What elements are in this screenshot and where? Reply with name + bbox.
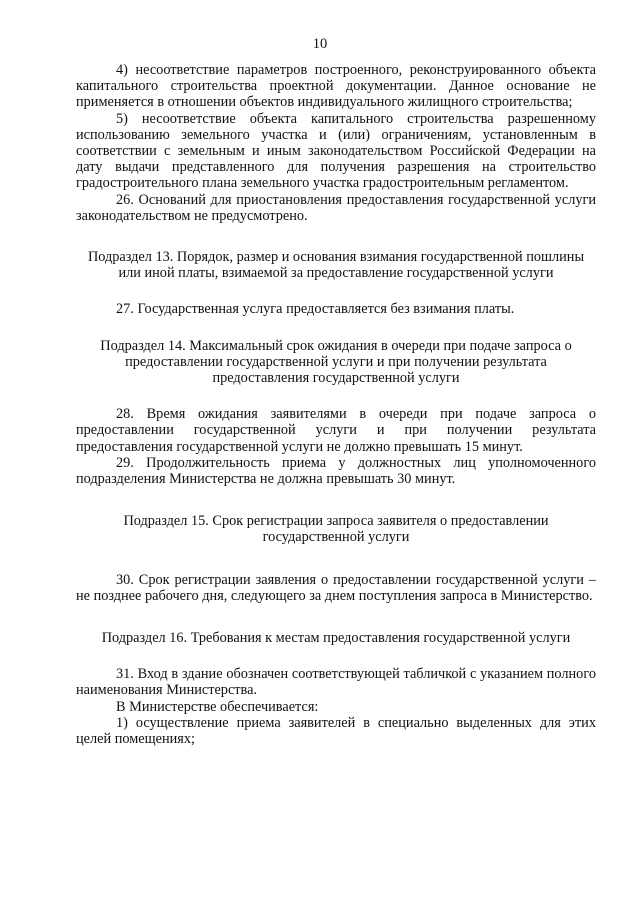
- document-body: [76, 62, 596, 747]
- paragraph-item-5: 5) несоответствие объекта капитального строительства разрешенному использованию земельного участка и (или) ограничениям, установленным в соответствии с земельным и иным законодательством Российской Федерации на дату выдачи представленного для получения разрешения на строительство градостроительного плана земельного участка градостроительным регламентом.: [76, 110, 596, 192]
- subsection-13-heading: Подраздел 13. Порядок, размер и основания взимания государственной пошлины или иной платы, взимаемой за предоставление государственной услуги: [87, 249, 585, 282]
- paragraph-30: 30. Срок регистрации заявления о предоставлении государственной услуги – не позднее рабочего дня, следующего за днем поступления запроса в Министерство.: [76, 571, 596, 604]
- subsection-15-heading: Подраздел 15. Срок регистрации запроса заявителя о предоставлении государственной услуги: [123, 513, 549, 546]
- paragraph-27: 27. Государственная услуга предоставляется без взимания платы.: [116, 301, 515, 318]
- paragraph-26: 26. Оснований для приостановления предоставления государственной услуги законодательством не предусмотрено.: [76, 191, 596, 224]
- paragraph-29: 29. Продолжительность приема у должностных лиц уполномоченного подразделения Министерства не должна превышать 30 минут.: [76, 454, 596, 488]
- subsection-16-heading: Подраздел 16. Требования к местам предоставления государственной услуги: [101, 630, 571, 647]
- paragraph-31-item-1: 1) осуществление приема заявителей в специально выделенных для этих целей помещениях;: [76, 714, 596, 748]
- paragraph-31: 31. Вход в здание обозначен соответствующей табличкой с указанием полного наименования Министерства.: [76, 666, 596, 699]
- paragraph-ministry-provides: В Министерстве обеспечивается:: [116, 698, 319, 715]
- page-number: 10: [312, 36, 328, 52]
- paragraph-item-4: 4) несоответствие параметров построенного, реконструированного объекта капитального строительства проектной документации. Данное основание не применяется в отношении объектов индивидуального жилищного строительства;: [76, 62, 596, 111]
- paragraph-28: 28. Время ожидания заявителями в очереди при подаче запроса о предоставлении государственной услуги и при получении результата предоставления государственной услуги не должно превышать 15 минут.: [76, 406, 596, 455]
- subsection-14-heading: Подраздел 14. Максимальный срок ожидания в очереди при подаче запроса о предоставлении государственной услуги и при получении результата предоставления государственной услуги: [100, 337, 572, 387]
